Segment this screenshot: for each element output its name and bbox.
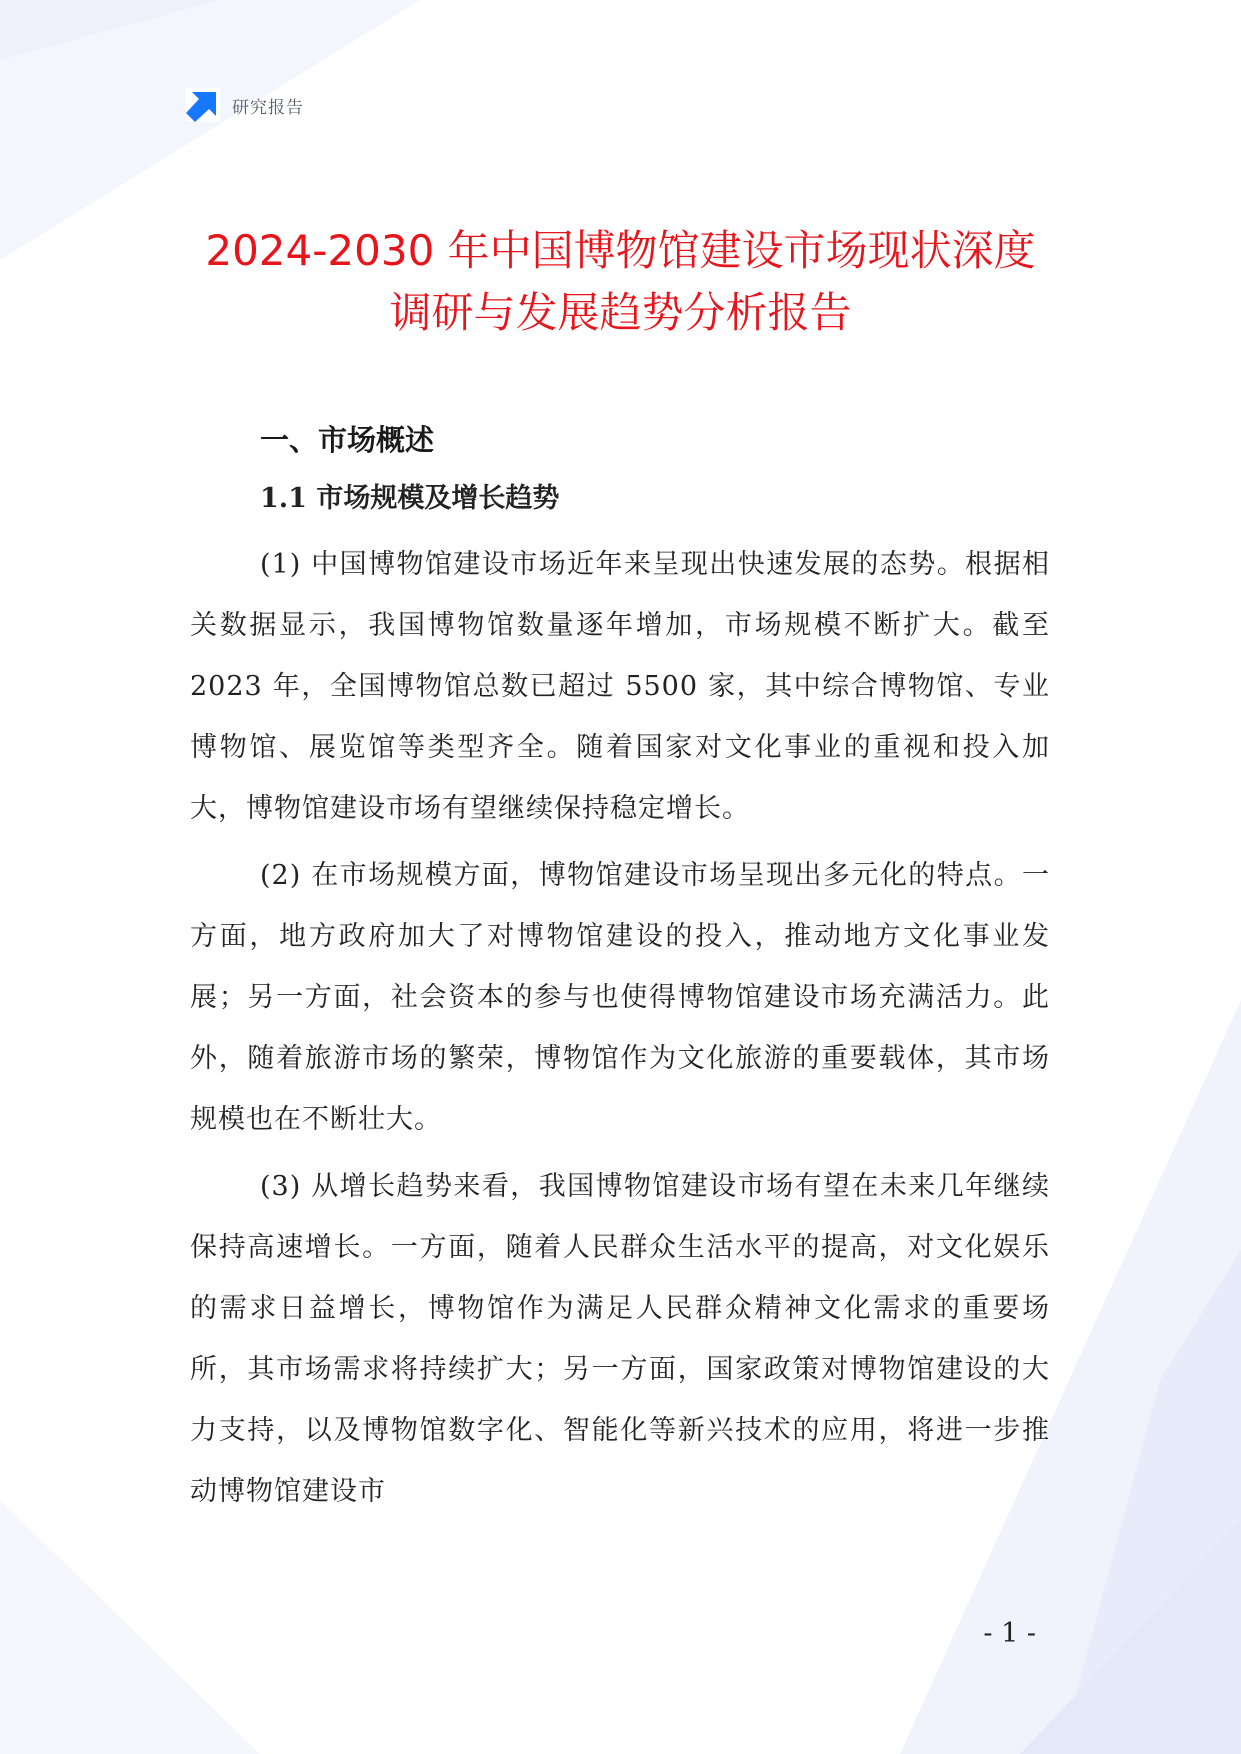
arrow-up-right-icon xyxy=(186,88,220,122)
paragraph-3: (3) 从增长趋势来看，我国博物馆建设市场有望在未来几年继续保持高速增长。一方面，随着人民群众生活水平的提高，对文化娱乐的需求日益增长，博物馆作为满足人民群众精神文化需求的重要场所，其市场需求将持续扩大；另一方面，国家政策对博物馆建设的大力支持，以及博物馆数字化、智能化等新兴技术的应用，将进一步推动博物馆建设市 xyxy=(190,1171,1050,1507)
page-number: - 1 - xyxy=(983,1618,1036,1649)
paragraph-1: (1) 中国博物馆建设市场近年来呈现出快速发展的态势。根据相关数据显示，我国博物馆数量逐年增加，市场规模不断扩大。截至 2023 年，全国博物馆总数已超过 5500 家，其中综合博物馆、专业博物馆、展览馆等类型齐全。随着国家对文化事业的重视和投入加大，博物馆建设市场有望继续保持稳定增长。 xyxy=(190,549,1050,824)
title-line-2: 调研与发展趋势分析报告 xyxy=(389,288,852,337)
section-heading: 一、市场概述 xyxy=(260,423,435,457)
report-body xyxy=(190,412,1050,1522)
paragraph-2: (2) 在市场规模方面，博物馆建设市场呈现出多元化的特点。一方面，地方政府加大了对博物馆建设的投入，推动地方文化事业发展；另一方面，社会资本的参与也使得博物馆建设市场充满活力。此外，随着旅游市场的繁荣，博物馆作为文化旅游的重要载体，其市场规模也在不断壮大。 xyxy=(190,860,1050,1135)
report-header xyxy=(186,88,304,122)
report-title xyxy=(150,220,1091,344)
header-label: 研究报告 xyxy=(232,97,304,118)
title-line-1: 2024-2030 年中国博物馆建设市场现状深度 xyxy=(205,226,1036,275)
sub-heading: 1.1 市场规模及增长趋势 xyxy=(260,483,560,514)
